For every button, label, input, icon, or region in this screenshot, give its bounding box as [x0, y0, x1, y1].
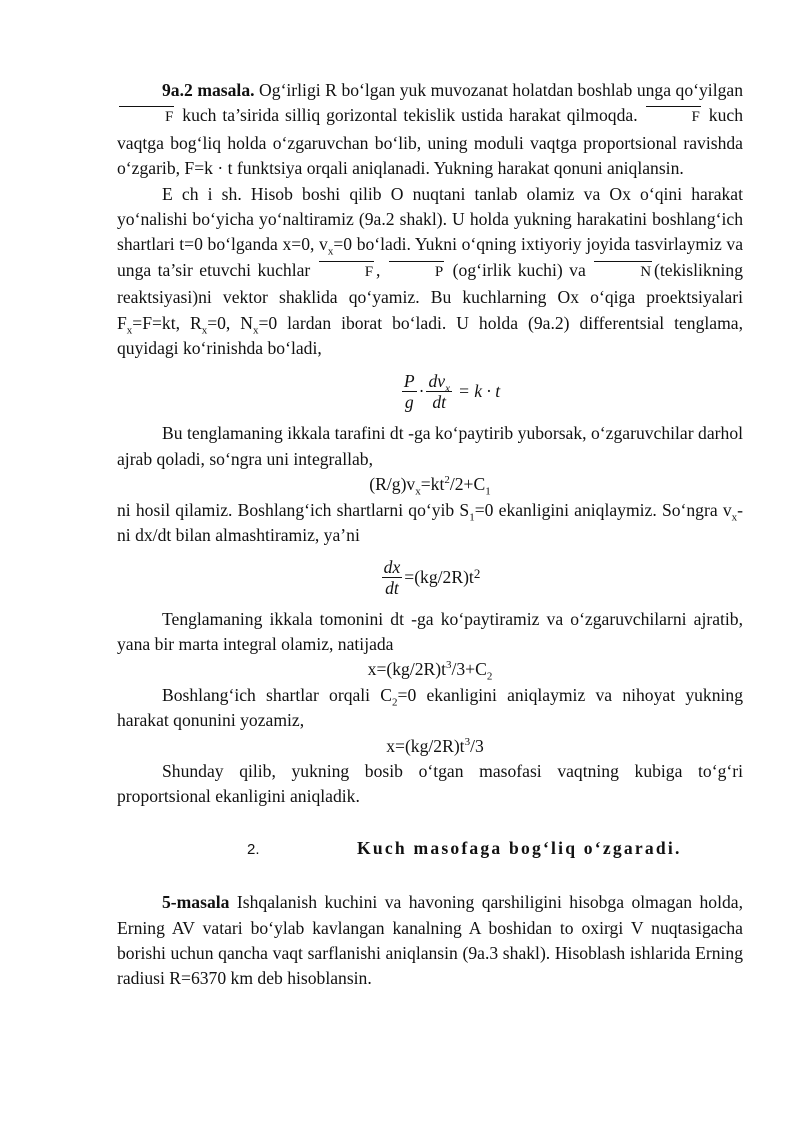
equation-rhs: = k · t — [457, 380, 501, 401]
text: E ch i sh. Hisob boshi qilib O nuqtani tanlab olamiz va Ox o‘qini harakat yo‘nalishi bo‘yicha yo‘naltiramiz (9a.2 shakl). U holda yukning harakatini boshlang‘ich shartlari t=0 bo‘lganda x=0, v — [117, 183, 743, 255]
text: dv — [428, 370, 446, 391]
document-page — [117, 78, 743, 992]
paragraph: Bu tenglamaning ikkala tarafini dt -ga ko‘paytirib yuborsak, o‘zgaruvchilar darhol ajrab qoladi, so‘ngra uni integrallab, — [117, 423, 743, 469]
paragraph: Shunday qilib, yukning bosib o‘tgan masofasi vaqtning kubiga to‘g‘ri proportsional ekanligini aniqladik. — [117, 760, 743, 807]
text: =0, N — [207, 312, 253, 333]
subscript: 2 — [486, 670, 493, 683]
subscript: x — [415, 485, 421, 498]
subscript: x — [252, 324, 259, 337]
text: Boshlang‘ich shartlar orqali C — [162, 684, 393, 705]
paragraph: Tenglamaning ikkala tomonini dt -ga ko‘paytiramiz va o‘zgaruvchilarni ajratib, yana bir marta integral olamiz, natijada — [117, 608, 743, 654]
subscript: x — [731, 511, 738, 524]
section-title: Kuch masofaga bog‘liq o‘zgaradi. — [357, 837, 682, 858]
text: x=(kg/2R)t — [367, 659, 446, 680]
subscript: x — [126, 324, 133, 337]
fraction-dvx-over-dt — [426, 371, 452, 412]
text: Og‘irligi R bo‘lgan yuk muvozanat holatdan boshlab unga qo‘yilgan — [254, 80, 743, 100]
denominator: dt — [385, 578, 399, 598]
equation-first-integral — [117, 472, 743, 497]
vector-p: P — [387, 260, 446, 285]
vector-f: F — [317, 260, 376, 285]
numerator: P — [403, 370, 415, 391]
text: /3+C — [451, 659, 487, 680]
text: =0 bo‘ladi. Yukni o‘qning ixtiyoriy joyida tasvirlaymiz va unga ta’sir etuvchi kuchlar — [117, 234, 744, 280]
text: kuch vaqtga bog‘liq holda o‘zgaruvchan bo‘lib, uning moduli vaqtga proportsional ravishda o‘zgarib, F=k · t funktsiya orqali aniqlanadi. Yukning harakat qonuni aniqlansin. — [117, 105, 743, 179]
equation-differential — [117, 361, 743, 421]
subscript: x — [327, 245, 334, 258]
superscript: 3 — [446, 659, 452, 672]
fraction-dx-over-dt — [382, 557, 403, 598]
text: =0 ekanligini aniqlaymiz va nihoyat yukning harakat qonunini yozamiz, — [117, 684, 743, 731]
problem-title: 9a.2 masala. — [162, 80, 255, 100]
denominator: dt — [432, 391, 447, 412]
text: =kt — [420, 474, 445, 495]
paragraph — [117, 683, 743, 734]
problem-5-statement — [117, 890, 743, 992]
paragraph — [117, 498, 743, 549]
equation-second-integral — [117, 657, 743, 682]
text: ni hosil qilamiz. Boshlang‘ich shartlarni qo‘yib S — [117, 499, 470, 520]
problem-title: 5-masala — [162, 892, 230, 913]
subscript: x — [201, 324, 208, 337]
text: (tekislikning reaktsiyasi)ni vektor shaklida qo‘yamiz. Bu kuchlarning Ox o‘qiga proektsiyalari F — [117, 259, 743, 333]
section-number: 2. — [247, 840, 260, 858]
numerator — [426, 370, 452, 395]
numerator: dx — [383, 557, 401, 577]
text: (R/g)v — [369, 474, 416, 495]
section-heading — [117, 836, 743, 862]
subscript: 1 — [485, 485, 491, 498]
subscript: 2 — [392, 696, 398, 709]
denominator: g — [404, 391, 414, 412]
vector-f: F — [644, 105, 703, 130]
text: Ishqalanish kuchini va havoning qarshiligini hisobga olmagan holda, Erning AV vatari bo‘ylab kavlangan kanalning A boshidan to oxirgi V nuqtasigacha borishi uchun qancha vaqt sarflanishi aniqlansin (9a.3 shakl). Hisoblash ishlarida Erning radiusi R=6370 km deb hisoblansin. — [117, 892, 743, 989]
superscript: 3 — [464, 735, 471, 748]
text: (og‘irlik kuchi) va — [446, 259, 593, 280]
vector-f: F — [117, 105, 176, 130]
text: =0 lardan iborat bo‘ladi. U holda (9a.2) differentsial tenglama, quyidagi ko‘rinishda bo‘ladi, — [117, 312, 743, 359]
text: =0 ekanligini aniqlaymiz. So‘ngra v — [474, 499, 732, 520]
subscript: x — [445, 382, 450, 395]
text: -ni dx/dt bilan almashtiramiz, ya’ni — [117, 499, 743, 546]
subscript: 1 — [469, 511, 475, 524]
multiply-dot: · — [418, 380, 425, 401]
text: /2+C — [449, 474, 486, 495]
text: =F=kt, R — [132, 312, 202, 333]
problem-9a2-statement — [117, 78, 743, 182]
text: /3 — [470, 735, 484, 756]
text: kuch ta’sirida silliq gorizontal tekislik ustida harakat qilmoqda. — [176, 105, 644, 126]
equation-dx-dt: $\frac{dx}{dt}$ =(kg/2R)t $^2$ — [383, 557, 481, 598]
vector-n: N — [592, 260, 654, 285]
superscript: 2 — [444, 474, 450, 487]
equation-rhs: =(kg/2R)t — [404, 566, 474, 587]
fraction-p-over-g — [402, 371, 417, 412]
text: x=(kg/2R)t — [386, 735, 465, 756]
solution-paragraph: E ch i sh. Hisob boshi qilib O nuqtani tanlab olamiz va Ox o‘qini harakat yo‘nalishi bo‘yicha yo‘naltiramiz (9a.2 shakl). U holda yukning harakatini boshlang‘ich shartlari t=0 bo‘lganda x=0, $v_x=0$ bo‘ladi. Yukni o‘qning ixtiyoriy joyida tasvirlaymiz va unga ta’sir etuvchi kuchlar F , P (og‘irlik kuchi) va N (tekislikning reaktsiyasi)ni vektor shaklida qo‘yamiz. Bu kuchlarning Ox o‘qiga proektsiyalari $F_x=F=kt$, $R_x=0$, $N_x=0$ lardan iborat bo‘ladi. U holda (9a.2) differentsial tenglama, quyidagi ko‘rinishda bo‘ladi, — [117, 183, 744, 359]
equation-motion-law — [117, 734, 743, 759]
